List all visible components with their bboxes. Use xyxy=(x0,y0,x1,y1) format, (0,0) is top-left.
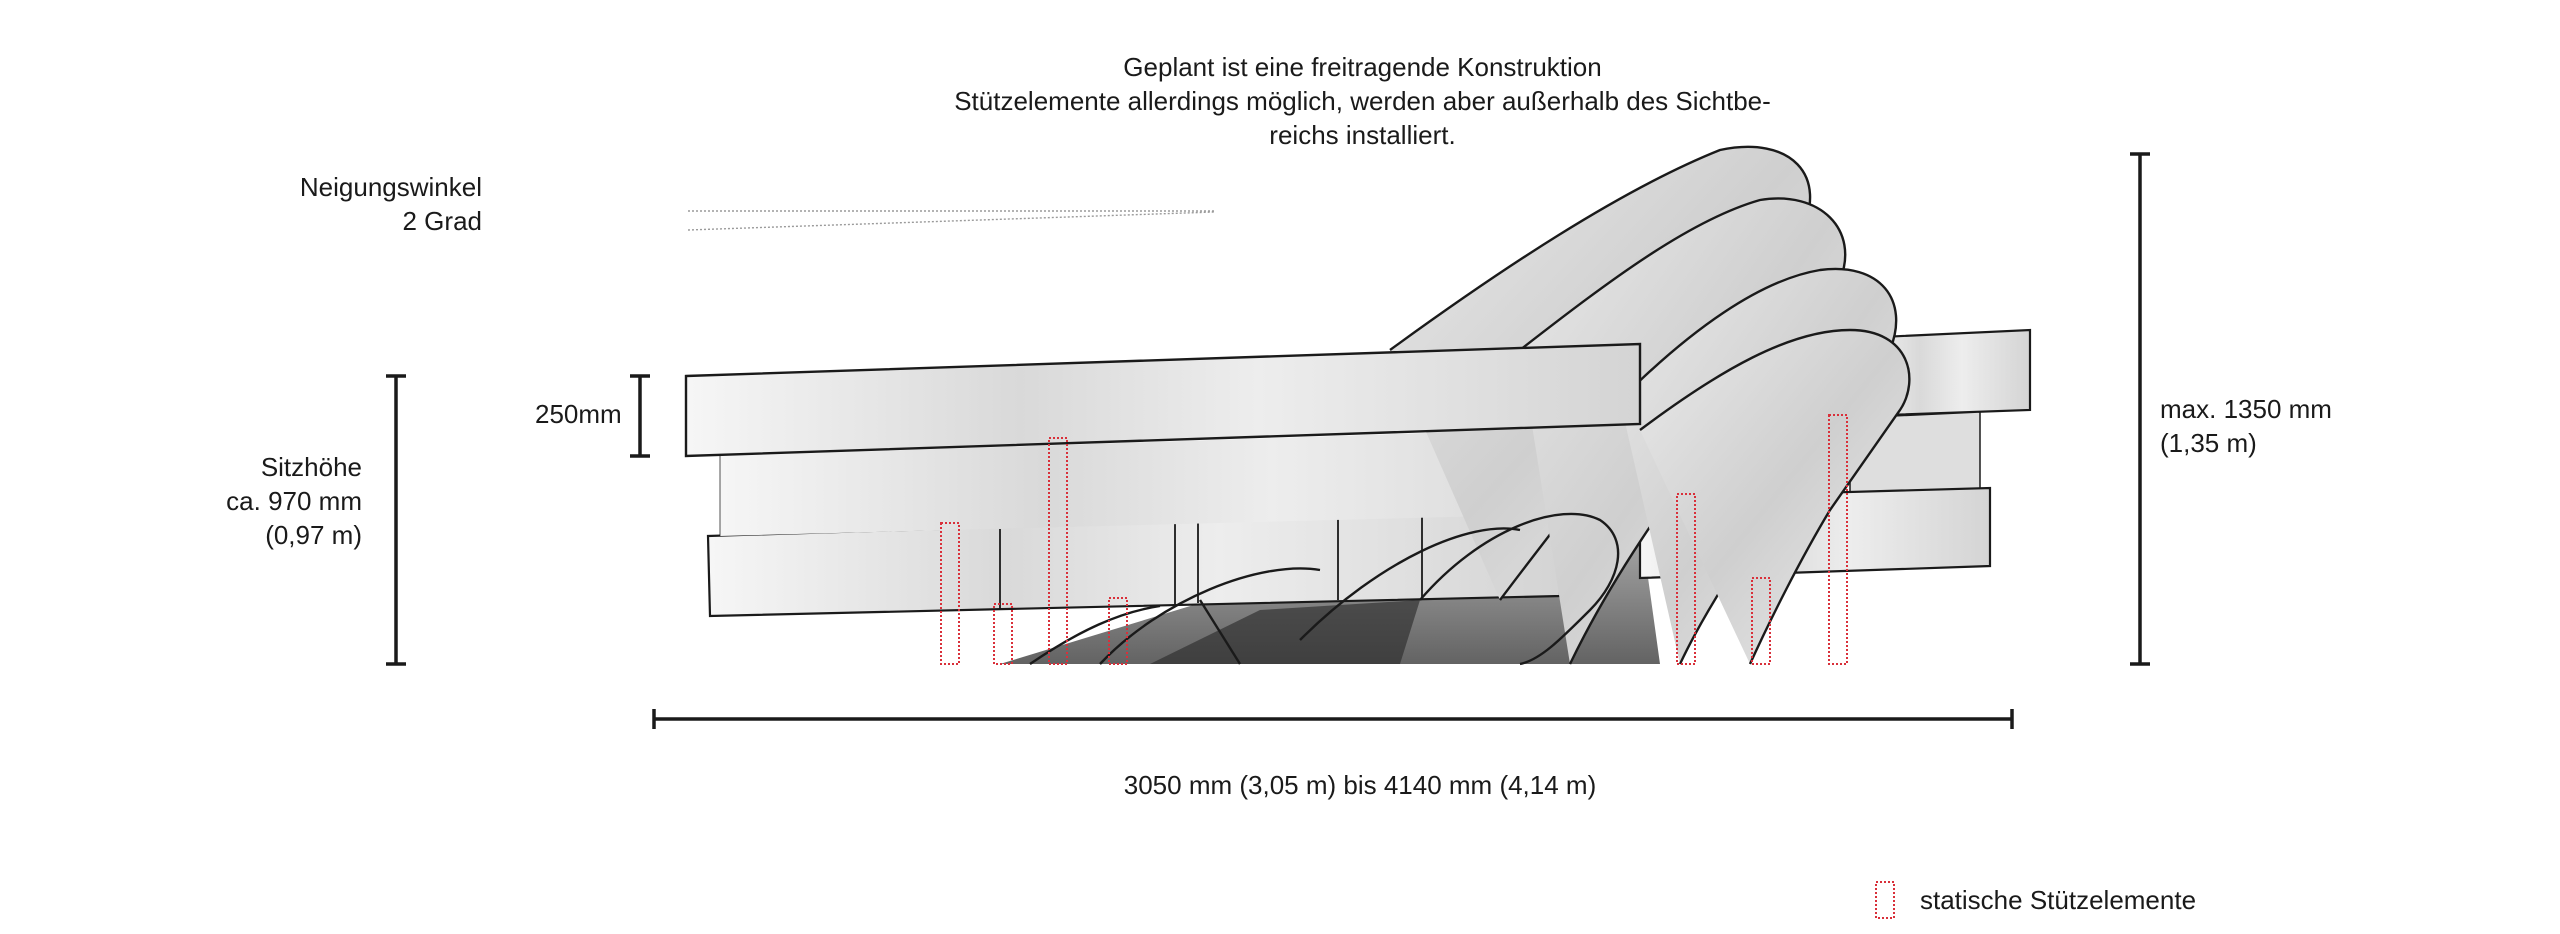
tilt-value: 2 Grad xyxy=(402,206,482,236)
slab-thickness-dimension xyxy=(630,376,650,456)
note-line-3: reichs installiert. xyxy=(1269,120,1456,150)
construction-note xyxy=(800,50,1925,152)
note-line-1: Geplant ist eine freitragende Konstruktion xyxy=(1123,52,1602,82)
width-label: 3050 mm (3,05 m) bis 4140 mm (4,14 m) xyxy=(1123,770,1597,800)
tilt-title: Neigungswinkel xyxy=(299,172,482,202)
seat-height-m: (0,97 m) xyxy=(265,520,362,550)
max-height-m: (1,35 m) xyxy=(2160,428,2257,458)
max-height-dimension xyxy=(2130,154,2150,664)
max-height-mm: max. 1350 mm xyxy=(2160,394,2332,424)
seat-height-label xyxy=(160,450,362,552)
slab-thickness-label: 250mm xyxy=(535,399,622,429)
width-dimension xyxy=(654,709,2012,729)
max-height-label xyxy=(2160,392,2332,460)
legend-label: statische Stützelemente xyxy=(1920,885,2197,915)
legend-support-icon xyxy=(1876,882,1894,918)
tilt-indicator xyxy=(688,211,1214,230)
note-line-2: Stützelemente allerdings möglich, werden aber außerhalb des Sichtbe- xyxy=(954,86,1771,116)
tilt-label xyxy=(200,170,482,238)
seat-height-mm: ca. 970 mm xyxy=(226,486,362,516)
seat-height-title: Sitzhöhe xyxy=(260,452,362,482)
support-element xyxy=(994,604,1012,664)
seat-height-dimension xyxy=(386,376,406,664)
